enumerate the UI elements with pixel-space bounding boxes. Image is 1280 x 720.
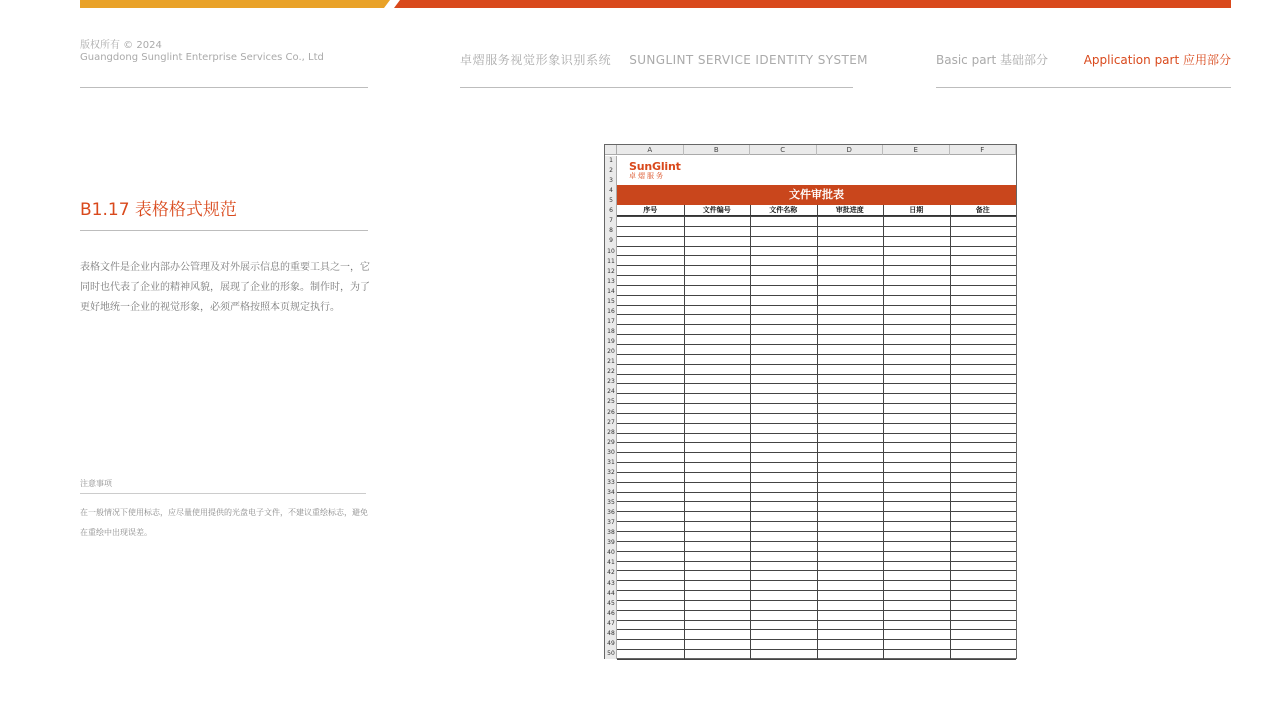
row-number: 25 bbox=[607, 398, 615, 406]
row-number: 49 bbox=[607, 639, 615, 647]
row-number: 5 bbox=[609, 197, 613, 205]
row-number: 13 bbox=[607, 277, 615, 285]
table-grid bbox=[617, 205, 1016, 659]
row-number: 42 bbox=[607, 569, 615, 577]
table-header-cell: 备注 bbox=[975, 206, 990, 214]
row-number: 22 bbox=[607, 368, 615, 376]
row-number: 6 bbox=[609, 207, 613, 215]
row-number: 34 bbox=[607, 488, 615, 496]
row-number: 16 bbox=[607, 307, 615, 315]
header-divider-left bbox=[80, 87, 368, 88]
row-number: 50 bbox=[607, 649, 615, 657]
system-title-en: SUNGLINT SERVICE IDENTITY SYSTEM bbox=[629, 53, 868, 67]
row-number: 23 bbox=[607, 378, 615, 386]
spreadsheet-sample bbox=[604, 144, 1017, 659]
column-letter-a: A bbox=[617, 145, 684, 155]
table-header-cell: 审批进度 bbox=[835, 206, 864, 214]
section-description: 表格文件是企业内部办公管理及对外展示信息的重要工具之一，它同时也代表了企业的精神风貌，展现了企业的形象。制作时，为了更好地统一企业的视觉形象，必须严格按照本页规定执行。 bbox=[80, 262, 370, 313]
row-number: 43 bbox=[607, 579, 615, 587]
row-number: 11 bbox=[607, 257, 615, 265]
grid-column-line bbox=[750, 205, 751, 659]
grid-column-line bbox=[883, 205, 884, 659]
system-title bbox=[460, 51, 868, 68]
row-number: 46 bbox=[607, 609, 615, 617]
copyright-line-2: Guangdong Sunglint Enterprise Services Co., Ltd bbox=[80, 52, 324, 63]
logo-text-cn: 卓熠服务 bbox=[629, 172, 665, 180]
row-number: 30 bbox=[607, 448, 615, 456]
row-number: 48 bbox=[607, 629, 615, 637]
row-number: 4 bbox=[609, 187, 613, 195]
row-number: 37 bbox=[607, 519, 615, 527]
column-letter-e: E bbox=[883, 145, 950, 155]
row-number: 27 bbox=[607, 418, 615, 426]
column-letter-c: C bbox=[750, 145, 817, 155]
row-number: 10 bbox=[607, 247, 615, 255]
row-number: 17 bbox=[607, 317, 615, 325]
header-divider-right bbox=[936, 87, 1231, 88]
row-number: 8 bbox=[609, 227, 613, 235]
section-title: B1.17 表格格式规范 bbox=[80, 200, 237, 220]
row-number: 29 bbox=[607, 438, 615, 446]
row-number: 44 bbox=[607, 589, 615, 597]
row-number: 45 bbox=[607, 599, 615, 607]
row-number: 1 bbox=[609, 157, 613, 164]
nav-application-part[interactable]: Application part 应用部分 bbox=[1083, 53, 1231, 67]
row-number: 26 bbox=[607, 408, 615, 416]
top-accent-bar-yellow bbox=[80, 0, 390, 8]
table-header-cell: 序号 bbox=[643, 206, 658, 214]
row-number: 21 bbox=[607, 358, 615, 366]
row-number: 15 bbox=[607, 297, 615, 305]
row-number: 28 bbox=[607, 428, 615, 436]
row-number: 12 bbox=[607, 267, 615, 275]
grid-column-line bbox=[950, 205, 951, 659]
column-letter-f: F bbox=[950, 145, 1017, 155]
copyright-line-1: 版权所有 © 2024 bbox=[80, 40, 162, 51]
spreadsheet-column-header bbox=[605, 145, 1016, 155]
spreadsheet-row-header bbox=[605, 156, 617, 659]
row-number: 35 bbox=[607, 499, 615, 507]
grid-column-line bbox=[817, 205, 818, 659]
spreadsheet-corner bbox=[605, 145, 617, 155]
row-number: 9 bbox=[609, 237, 613, 245]
sunglint-logo bbox=[629, 161, 681, 181]
row-number: 40 bbox=[607, 549, 615, 557]
row-number: 41 bbox=[607, 559, 615, 567]
table-header-cell: 文件名称 bbox=[769, 206, 798, 214]
row-number: 14 bbox=[607, 287, 615, 295]
top-accent-bar-orange bbox=[394, 0, 1231, 8]
row-number: 19 bbox=[607, 338, 615, 346]
table-banner-title: 文件审批表 bbox=[617, 185, 1016, 205]
table-header-cell: 日期 bbox=[909, 206, 924, 214]
row-number: 38 bbox=[607, 529, 615, 537]
row-number: 20 bbox=[607, 348, 615, 356]
nav-basic-part[interactable]: Basic part 基础部分 bbox=[936, 53, 1049, 67]
copyright bbox=[80, 40, 324, 64]
row-number: 24 bbox=[607, 388, 615, 396]
row-number: 2 bbox=[609, 167, 613, 175]
row-number: 18 bbox=[607, 328, 615, 336]
grid-row-line bbox=[617, 659, 1016, 660]
table-header-cell: 文件编号 bbox=[702, 206, 731, 214]
grid-column-line bbox=[684, 205, 685, 659]
row-number: 3 bbox=[609, 177, 613, 185]
row-number: 39 bbox=[607, 539, 615, 547]
row-number: 31 bbox=[607, 458, 615, 466]
column-letter-b: B bbox=[684, 145, 751, 155]
row-number: 47 bbox=[607, 619, 615, 627]
row-number: 36 bbox=[607, 509, 615, 517]
column-letter-d: D bbox=[817, 145, 884, 155]
row-number: 7 bbox=[609, 217, 613, 225]
section-divider bbox=[80, 230, 368, 231]
note-title: 注意事项 bbox=[80, 479, 112, 488]
note-text: 在一般情况下使用标志，应尽量使用提供的光盘电子文件，不建议重绘标志，避免在重绘中出现误差。 bbox=[80, 508, 368, 537]
header-divider-middle bbox=[460, 87, 853, 88]
table-header-row bbox=[617, 205, 1016, 216]
row-number: 32 bbox=[607, 468, 615, 476]
note-divider bbox=[80, 493, 366, 494]
row-number: 33 bbox=[607, 478, 615, 486]
logo-text-en: SunGlint bbox=[629, 160, 681, 173]
system-title-cn: 卓熠服务视觉形象识别系统 bbox=[460, 53, 612, 67]
